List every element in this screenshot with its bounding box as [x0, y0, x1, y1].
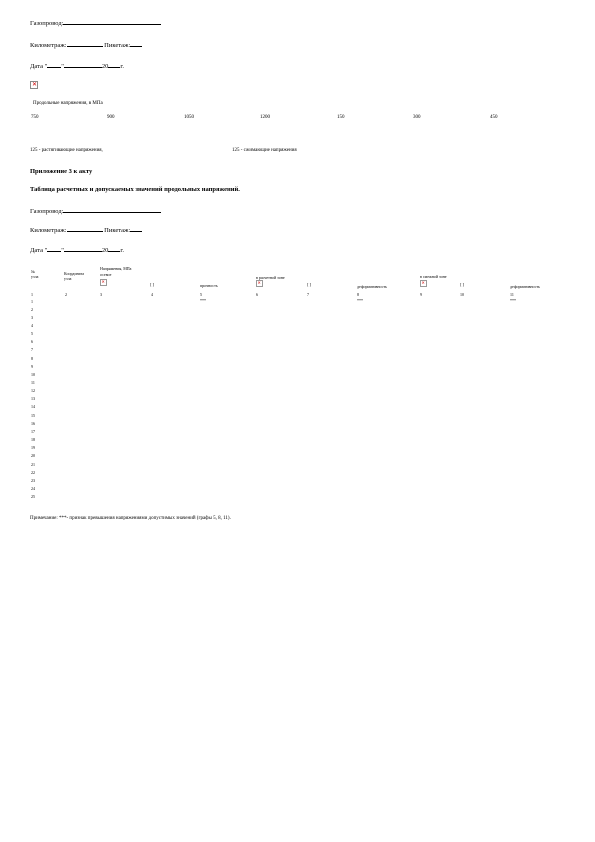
col-adjacent-zone: в смежной зоне — [420, 274, 447, 279]
col-coordinate: Координата узла — [64, 271, 84, 281]
colnum-2: 2 — [65, 292, 67, 297]
table-row-number: 7 — [31, 347, 33, 353]
colnum-7: 7 — [307, 292, 309, 297]
table-row-number: 12 — [31, 388, 35, 394]
pipeline-blank — [63, 18, 161, 25]
formula-icon-3 — [420, 280, 427, 287]
picket-label-2: Пикетаж — [104, 227, 129, 234]
table-row-number: 21 — [31, 461, 35, 467]
date-label: Дата " — [30, 63, 48, 70]
appendix-title: Приложение 3 к акту — [30, 168, 93, 175]
legend-tension: 125 - растягивающие напряжения, — [30, 148, 103, 153]
table-row-number: 15 — [31, 412, 35, 418]
mark-col-8: *** — [357, 298, 363, 303]
bracket-text-2: [ ] — [307, 282, 312, 287]
mark-col-5: *** — [200, 298, 206, 303]
table-row-number: 9 — [31, 363, 33, 369]
km-label-2: Километраж — [30, 227, 65, 234]
col-calc-zone: в расчетной зоне — [256, 275, 285, 280]
picket-blank — [130, 40, 142, 47]
colnum-4: 4 — [151, 292, 153, 297]
col-deformability-2: деформативность — [510, 284, 540, 289]
stress-value-4: 1200 — [260, 115, 270, 120]
date-day-blank — [47, 61, 61, 68]
table-row-number: 11 — [31, 380, 35, 385]
stress-value-5: 150 — [337, 115, 345, 120]
table-row-number: 19 — [31, 445, 35, 451]
pipeline-label: Газопровод — [30, 20, 62, 27]
bracket-text-3: [ ] — [460, 282, 465, 287]
note: Примечание: ***- признак превышения напряжениями допустимых значений (графы 5, 8, 11). — [30, 516, 231, 521]
table-row-number: 10 — [31, 371, 35, 377]
km-blank-2 — [67, 225, 103, 232]
broken-image-icon — [30, 81, 38, 89]
table-row-number: 23 — [31, 477, 35, 483]
date-year-blank-2 — [108, 245, 120, 252]
col-deformability-1: деформативность — [357, 284, 387, 289]
colnum-3: 3 — [100, 292, 102, 297]
picket-label: Пикетаж — [104, 42, 129, 49]
colnum-11: 11 — [510, 292, 514, 297]
table-row-number: 25 — [31, 494, 35, 500]
table-title: Таблица расчетных и допускаемых значений продольных напряжений. — [30, 186, 240, 193]
bracket-1 — [150, 282, 154, 287]
date-line-1 — [30, 61, 124, 70]
date-day-blank-2 — [47, 245, 61, 252]
col-node-number: № узла — [31, 269, 39, 279]
date-quote-2: " — [61, 247, 64, 254]
table-row-number: 13 — [31, 396, 35, 402]
km-blank — [67, 40, 103, 47]
colnum-6: 6 — [256, 292, 258, 297]
stress-value-6: 300 — [413, 115, 421, 120]
km-line-1: Километраж: Пикетаж: — [30, 40, 142, 49]
stress-value-2: 900 — [107, 115, 115, 120]
colnum-10: 10 — [460, 292, 464, 297]
date-quote: " — [61, 63, 64, 70]
date-year-prefix: 20 — [101, 63, 109, 70]
date-year-blank — [108, 61, 120, 68]
table-row-number: 17 — [31, 428, 35, 434]
km-line-2: Километраж: Пикетаж: — [30, 225, 142, 234]
table-row-number: 24 — [31, 485, 35, 491]
table-row-number: 2 — [31, 306, 33, 312]
colnum-9: 9 — [420, 292, 422, 297]
table-row-number: 3 — [31, 314, 33, 320]
pipeline-blank-2 — [63, 206, 161, 213]
stress-value-7: 450 — [490, 115, 498, 120]
pipeline-line-2: Газопровод: — [30, 206, 161, 215]
pipeline-label-2: Газопровод — [30, 208, 62, 215]
col-axial: осевое — [100, 272, 112, 277]
date-line-2 — [30, 245, 124, 254]
bracket-text-1: [ ] — [150, 282, 155, 287]
date-month-blank-2 — [64, 245, 102, 252]
formula-icon-1 — [100, 279, 107, 286]
date-label-2: Дата " — [30, 247, 48, 254]
stress-value-3: 1050 — [184, 115, 194, 120]
date-year-prefix-2: 20 — [101, 247, 109, 254]
mark-col-11: *** — [510, 298, 516, 303]
bracket-2 — [307, 282, 311, 287]
table-row-number: 22 — [31, 469, 35, 475]
stress-scale-title: Продольные напряжения, в МПа — [33, 101, 103, 106]
col-strength: прочность — [200, 283, 218, 288]
table-row-number: 4 — [31, 322, 33, 328]
date-month-blank — [64, 61, 102, 68]
stress-value-1: 750 — [31, 115, 39, 120]
table-row-number: 1 — [31, 298, 33, 304]
pipeline-line-1: Газопровод: — [30, 18, 161, 27]
colnum-8: 8 — [357, 292, 359, 297]
km-label: Километраж — [30, 42, 65, 49]
table-row-number: 20 — [31, 453, 35, 459]
table-row-number: 16 — [31, 420, 35, 426]
table-row-number: 6 — [31, 339, 33, 345]
colnum-5: 5 — [200, 292, 202, 297]
picket-blank-2 — [130, 225, 142, 232]
date-suffix: г. — [120, 63, 124, 70]
table-row-number: 14 — [31, 404, 35, 410]
table-row-number: 8 — [31, 355, 33, 361]
bracket-3 — [460, 282, 464, 287]
legend-compression: 125 - сжимающие напряжения — [232, 148, 297, 153]
date-suffix-2: г. — [120, 247, 124, 254]
formula-icon-2 — [256, 280, 263, 287]
colnum-1: 1 — [31, 292, 33, 297]
col-stress: Напряжения, МПа — [100, 266, 132, 271]
table-row-number: 18 — [31, 437, 35, 443]
table-row-number: 5 — [31, 331, 33, 337]
